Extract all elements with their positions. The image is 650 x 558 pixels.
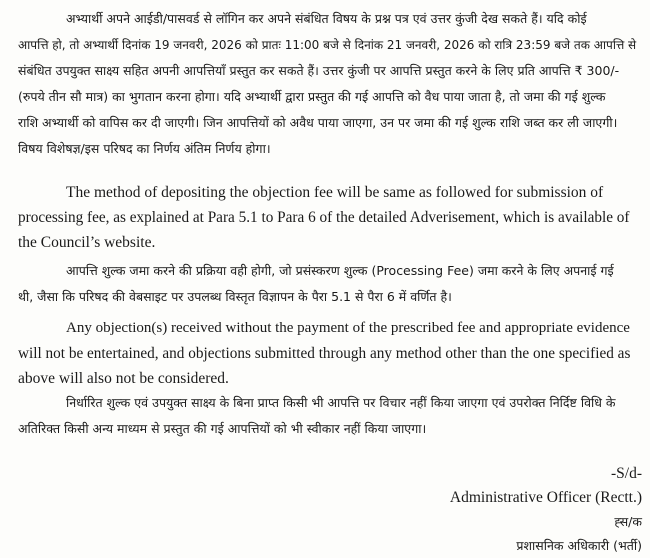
text-line: अतिरिक्त किसी अन्य माध्यम से प्रस्तुत की गई आपत्तियों को भी स्वीकार नहीं किया जाएगा। — [18, 421, 427, 436]
paragraph-hindi-fee-method — [18, 258, 638, 310]
text-line: विषय विशेषज्ञ/इस परिषद का निर्णय अंतिम निर्णय होगा। — [18, 141, 271, 156]
paragraph-hindi-objection-window — [18, 6, 638, 162]
signature-sd: -S/d- — [611, 465, 642, 482]
text-line: थी, जैसा कि परिषद की वेबसाइट पर उपलब्ध विस्तृत विज्ञापन के पैरा 5.1 से पैरा 6 में वर्णित है। — [18, 289, 452, 304]
paragraph-english-fee-method — [18, 180, 638, 255]
text-line: processing fee, as explained at Para 5.1 to Para 6 of the detailed Adverisement, which is available of — [18, 209, 630, 226]
text-line: (रुपये तीन सौ मात्र) का भुगतान करना होगा। यदि अभ्यार्थी द्वारा प्रस्तुत की गई आपत्ति को वैध पाया जाता है, तो जमा की गई शुल्क — [18, 89, 606, 104]
paragraph-hindi-rejection-rules — [18, 390, 638, 442]
paragraph-english-rejection-rules — [18, 316, 638, 391]
signature-block — [450, 462, 642, 558]
signature-title-hindi: प्रशासनिक अधिकारी (भर्ती) — [516, 538, 642, 553]
text-line: निर्धारित शुल्क एवं उपयुक्त साक्ष्य के बिना प्राप्त किसी भी आपत्ति पर विचार नहीं किया जाएगा एवं उपरोक्त निर्दिष्ट विधि के — [66, 395, 616, 410]
text-line: अभ्यार्थी अपने आईडी/पासवर्ड से लॉगिन कर अपने संबंधित विषय के प्रश्न पत्र एवं उत्तर कुंजी देख सकते हैं। यदि कोई — [66, 11, 587, 26]
text-line: will not be entertained, and objections submitted through any method other than the one specified as — [18, 345, 631, 362]
text-line: आपत्ति हो, तो अभ्यार्थी दिनांक 19 जनवरी, 2026 को प्रातः 11:00 बजे से दिनांक 21 जनवरी, 2026 को रात्रि 23:59 बजे तक आपत्ति से — [18, 38, 637, 52]
text-line: The method of depositing the objection fee will be same as followed for submission of — [66, 184, 604, 201]
text-line: संबंधित उपयुक्त साक्ष्य सहित अपनी आपत्तियाँ प्रस्तुत कर सकते हैं। उत्तर कुंजी पर आपत्ति प्रस्तुत करने के लिए प्रति आपत्ति ₹ 300/- — [18, 63, 620, 78]
text-line: राशि अभ्यार्थी को वापिस कर दी जाएगी। जिन आपत्तियों को अवैध पाया जाएगा, उन पर जमा की गई शुल्क राशि जब्त कर ली जाएगी। — [18, 115, 618, 130]
text-line: आपत्ति शुल्क जमा करने की प्रक्रिया वही होगी, जो प्रसंस्करण शुल्क (Processing Fee) जमा करने के लिए अपनाई गई — [66, 263, 614, 278]
text-line: the Council’s website. — [18, 234, 156, 251]
text-line: Any objection(s) received without the payment of the prescribed fee and appropriate evidence — [66, 320, 630, 336]
signature-signed-hindi: ह्स/क — [614, 514, 642, 529]
signature-title-english: Administrative Officer (Rectt.) — [449, 489, 642, 506]
text-line: above will also not be considered. — [18, 370, 229, 387]
